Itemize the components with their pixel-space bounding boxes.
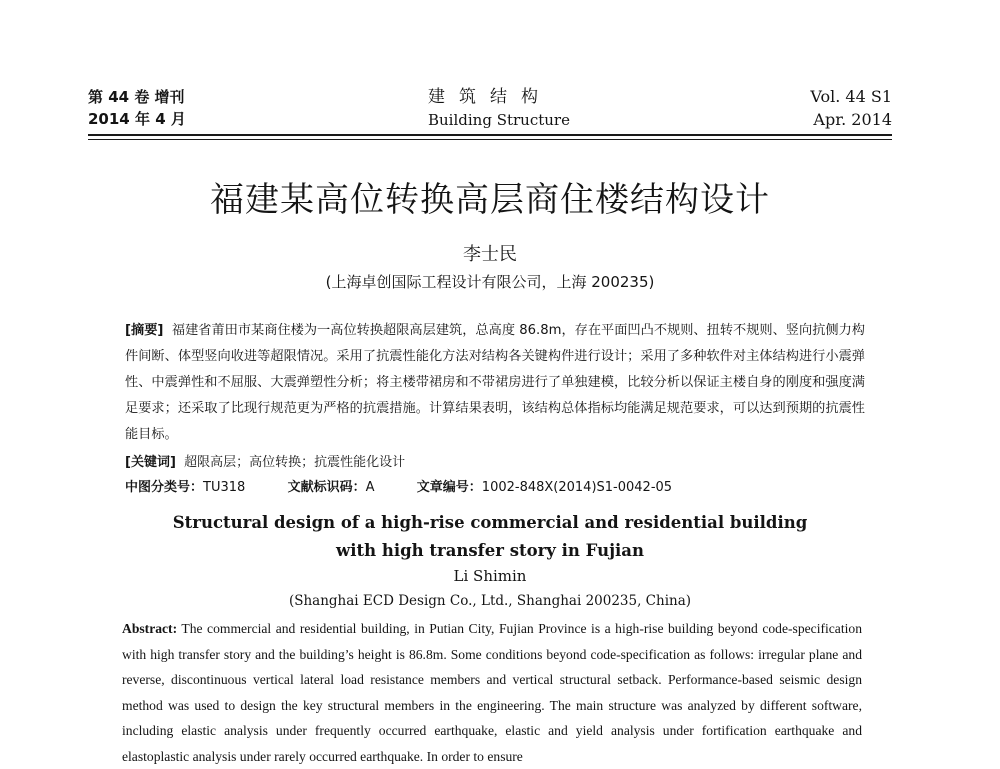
date-en: Apr. 2014	[813, 110, 892, 129]
clc-value: TU318	[203, 480, 246, 495]
journal-name-cn: 建筑结构	[428, 87, 552, 107]
abstract-cn-text: 福建省莆田市某商住楼为一高位转换超限高层建筑，总高度 86.8m，存在平面凹凸不规则、扭转不规则、竖向抗侧力构件间断、体型竖向收进等超限情况。采用了抗震性能化方法对结构各关键构件进行设计；采用了多种软件对主体结构进行小震弹性、中震弹性和不屈服、大震弹塑性分析；将主楼带裙房和不带裙房进行了单独建模，比较分析以保证主楼自身的刚度和强度满足要求；还采取了比现行规范更为严格的抗震措施。计算结果表明，该结构总体指标均能满足规范要求，可以达到预期的抗震性能目标。	[125, 323, 865, 442]
article-number-label: 文章编号：	[416, 480, 482, 495]
affiliation-cn: (上海卓创国际工程设计有限公司，上海 200235)	[325, 273, 655, 291]
affiliation-en: (Shanghai ECD Design Co., Ltd., Shanghai 200235, China)	[288, 593, 692, 609]
abstract-en	[122, 616, 862, 769]
paper-title-en-line2: with high transfer story in Fujian	[336, 541, 644, 560]
publication-date: 2014 年 4 月	[88, 110, 186, 128]
doc-code-value: A	[365, 480, 375, 495]
keywords-cn-label: [关键词]	[125, 455, 176, 470]
journal-name-en: Building Structure	[428, 111, 570, 129]
abstract-cn	[125, 318, 865, 448]
volume-issue: 第 44 卷 增刊	[88, 88, 185, 106]
volume-en: Vol. 44 S1	[810, 87, 892, 106]
keywords-cn-text: 超限高层；高位转换；抗震性能化设计	[184, 455, 406, 470]
author-en: Li Shimin	[453, 567, 527, 585]
paper-title-cn: 福建某高位转换高层商住楼结构设计	[210, 180, 770, 220]
author-cn: 李士民	[463, 244, 517, 265]
keywords-cn	[125, 451, 405, 470]
header-rule-thick	[88, 134, 892, 136]
clc-label: 中图分类号：	[125, 480, 204, 495]
abstract-en-text: The commercial and residential building, in Putian City, Fujian Province is a high-rise building beyond code-specification with high transfer story and the building’s height is 86.8m. Some conditions beyond code-specification as follows: irregular plane and reverse, discontinuous vertical lateral load resistance members and vertical structural setback. Performance-based seismic design method was used to design the key structural members in the engineering. The main structure was analyzed by different software, including elastic analysis under frequently occurred earthquake, elastic and yield analysis under fortification earthquake and elastoplastic analysis under rarely occurred earthquake. In order to ensure	[122, 621, 862, 764]
doc-code-label: 文献标识码：	[287, 480, 366, 495]
abstract-en-label: Abstract:	[122, 621, 178, 636]
classification-line	[125, 476, 672, 495]
paper-title-en-line1: Structural design of a high-rise commercial and residential building	[172, 513, 808, 532]
article-number-value: 1002-848X(2014)S1-0042-05	[481, 480, 673, 495]
header-rule-thin	[88, 139, 892, 140]
abstract-cn-label: [摘要]	[125, 323, 164, 338]
